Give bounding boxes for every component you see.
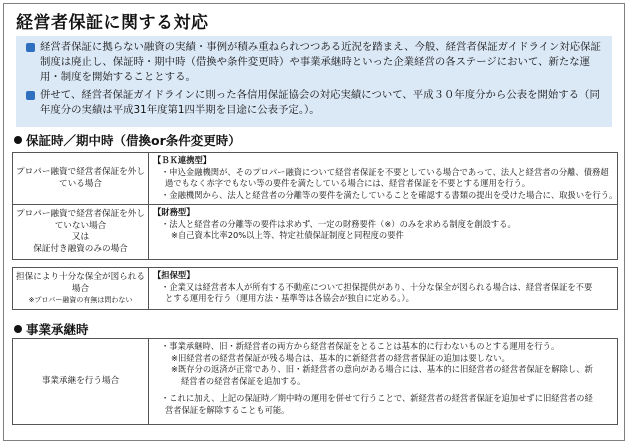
summary-bullet: [24, 88, 606, 118]
detail-note: ※既存分の返済が正常であり、旧・新経営者の意向がある場合には、基本的に旧経営者の経営者保証を解除し、新: [171, 364, 593, 375]
row-detail: [149, 339, 617, 424]
row-label: [13, 339, 149, 424]
row-detail: [149, 153, 622, 204]
detail-line: ・これに加え、上記の保証時／期中時の運用を併せて行うことで、新経営者の経営者保証を追加せずに旧経営者の経: [161, 393, 593, 404]
section-heading-text: 事業承継時: [26, 322, 89, 337]
page-title: 経営者保証に関する対応: [16, 13, 209, 33]
black-circle-bullet-icon: [14, 325, 22, 333]
table-row-financial: [12, 205, 618, 260]
row-label-note: ※プロパー融資の有無は問わない: [28, 296, 133, 304]
black-circle-bullet-icon: [14, 136, 22, 144]
detail-note: 経営者の経営者保証を追加する。: [181, 375, 306, 386]
detail-note: ※旧経営者の経営者保証が残る場合は、基本的に新経営者の経営者保証の追加は要しない。: [171, 352, 510, 363]
section-heading-guarantee-time: [14, 131, 241, 149]
row-label: [13, 205, 149, 259]
row-label: [13, 268, 149, 309]
row-label-text: プロパー融資で経営者保証を外している場合: [16, 167, 145, 189]
detail-line: 営者保証を解除することも可能。: [165, 404, 290, 415]
row-label-text: プロパー融資で経営者保証を外していない場合: [16, 209, 145, 231]
category-tag: 【担保型】: [153, 270, 195, 280]
table-row-collateral: [12, 267, 618, 310]
row-detail: [149, 268, 617, 309]
row-label-text: 事業承継を行う場合: [41, 375, 120, 386]
category-tag: 【財務型】: [153, 207, 195, 217]
section-heading-business-succession: [14, 320, 89, 338]
slide: [3, 3, 625, 441]
detail-line: ・企業又は経営者本人が所有する不動産について担保提供があり、十分な保全が図られる場合は、経営者保証を不要: [161, 281, 593, 292]
row-label-or: 又は: [71, 232, 90, 242]
row-label-sub: 保証付き融資のみの場合: [33, 243, 128, 254]
detail-line: ・申込金融機関が、そのプロパー融資について経営者保証を不要としている場合であって、法人と経営者の分離、債務超: [161, 166, 609, 177]
square-bullet-icon: [26, 43, 35, 52]
category-tag: 【ＢＫ連携型】: [153, 155, 212, 165]
detail-line: 過でもなく赤字でもない等の要件を満たしている場合には、経営者保証を不要とする運用を行う。: [165, 178, 531, 189]
detail-line: ・法人と経営者の分離等の要件は求めず、一定の財務要件（※）のみを求める制度を創設する。: [161, 218, 516, 229]
summary-box: [16, 36, 612, 127]
detail-line: ・事業承継時、旧・新経営者の両方から経営者保証をとることは基本的に行わないものとする運用を行う。: [161, 341, 560, 351]
summary-bullet: [24, 40, 606, 85]
section-heading-text: 保証時／期中時（借換or条件変更時）: [26, 133, 241, 148]
row-detail: [149, 205, 617, 259]
row-label-text: 担保により十分な保全が図られる場合: [16, 272, 145, 294]
table-row-bk-linkage: [12, 152, 618, 205]
table-row-business-succession: [12, 338, 618, 425]
summary-bullet-text: 経営者保証に拠らない融資の実績・事例が積み重ねられつつある近況を踏まえ、今般、経営者保証ガイドライン対応保証制度は廃止し、保証時・期中時（借換や条件変更時）や事業承継時といった企業経営の各ステージにおいて、新たな運用・制度を開始することとする。: [40, 41, 601, 83]
square-bullet-icon: [26, 91, 35, 100]
summary-bullet-text: 併せて、経営者保証ガイドラインに則った各信用保証協会の対応実績について、平成３０年度分から公表を開始する（同年度分の実績は平成31年度第1四半期を目途に公表予定。）。: [40, 89, 600, 116]
detail-line: とする運用を行う（運用方法・基準等は各協会が独自に定める。）。: [165, 293, 414, 304]
detail-line: ・金融機関から、法人と経営者の分離等の要件を満たしていることを確認する書類の提出を受けた場合に、取扱いを行う。: [161, 189, 618, 200]
detail-note: ※自己資本比率20%以上等、特定社債保証制度と同程度の要件: [171, 230, 404, 241]
row-label: [13, 153, 149, 204]
